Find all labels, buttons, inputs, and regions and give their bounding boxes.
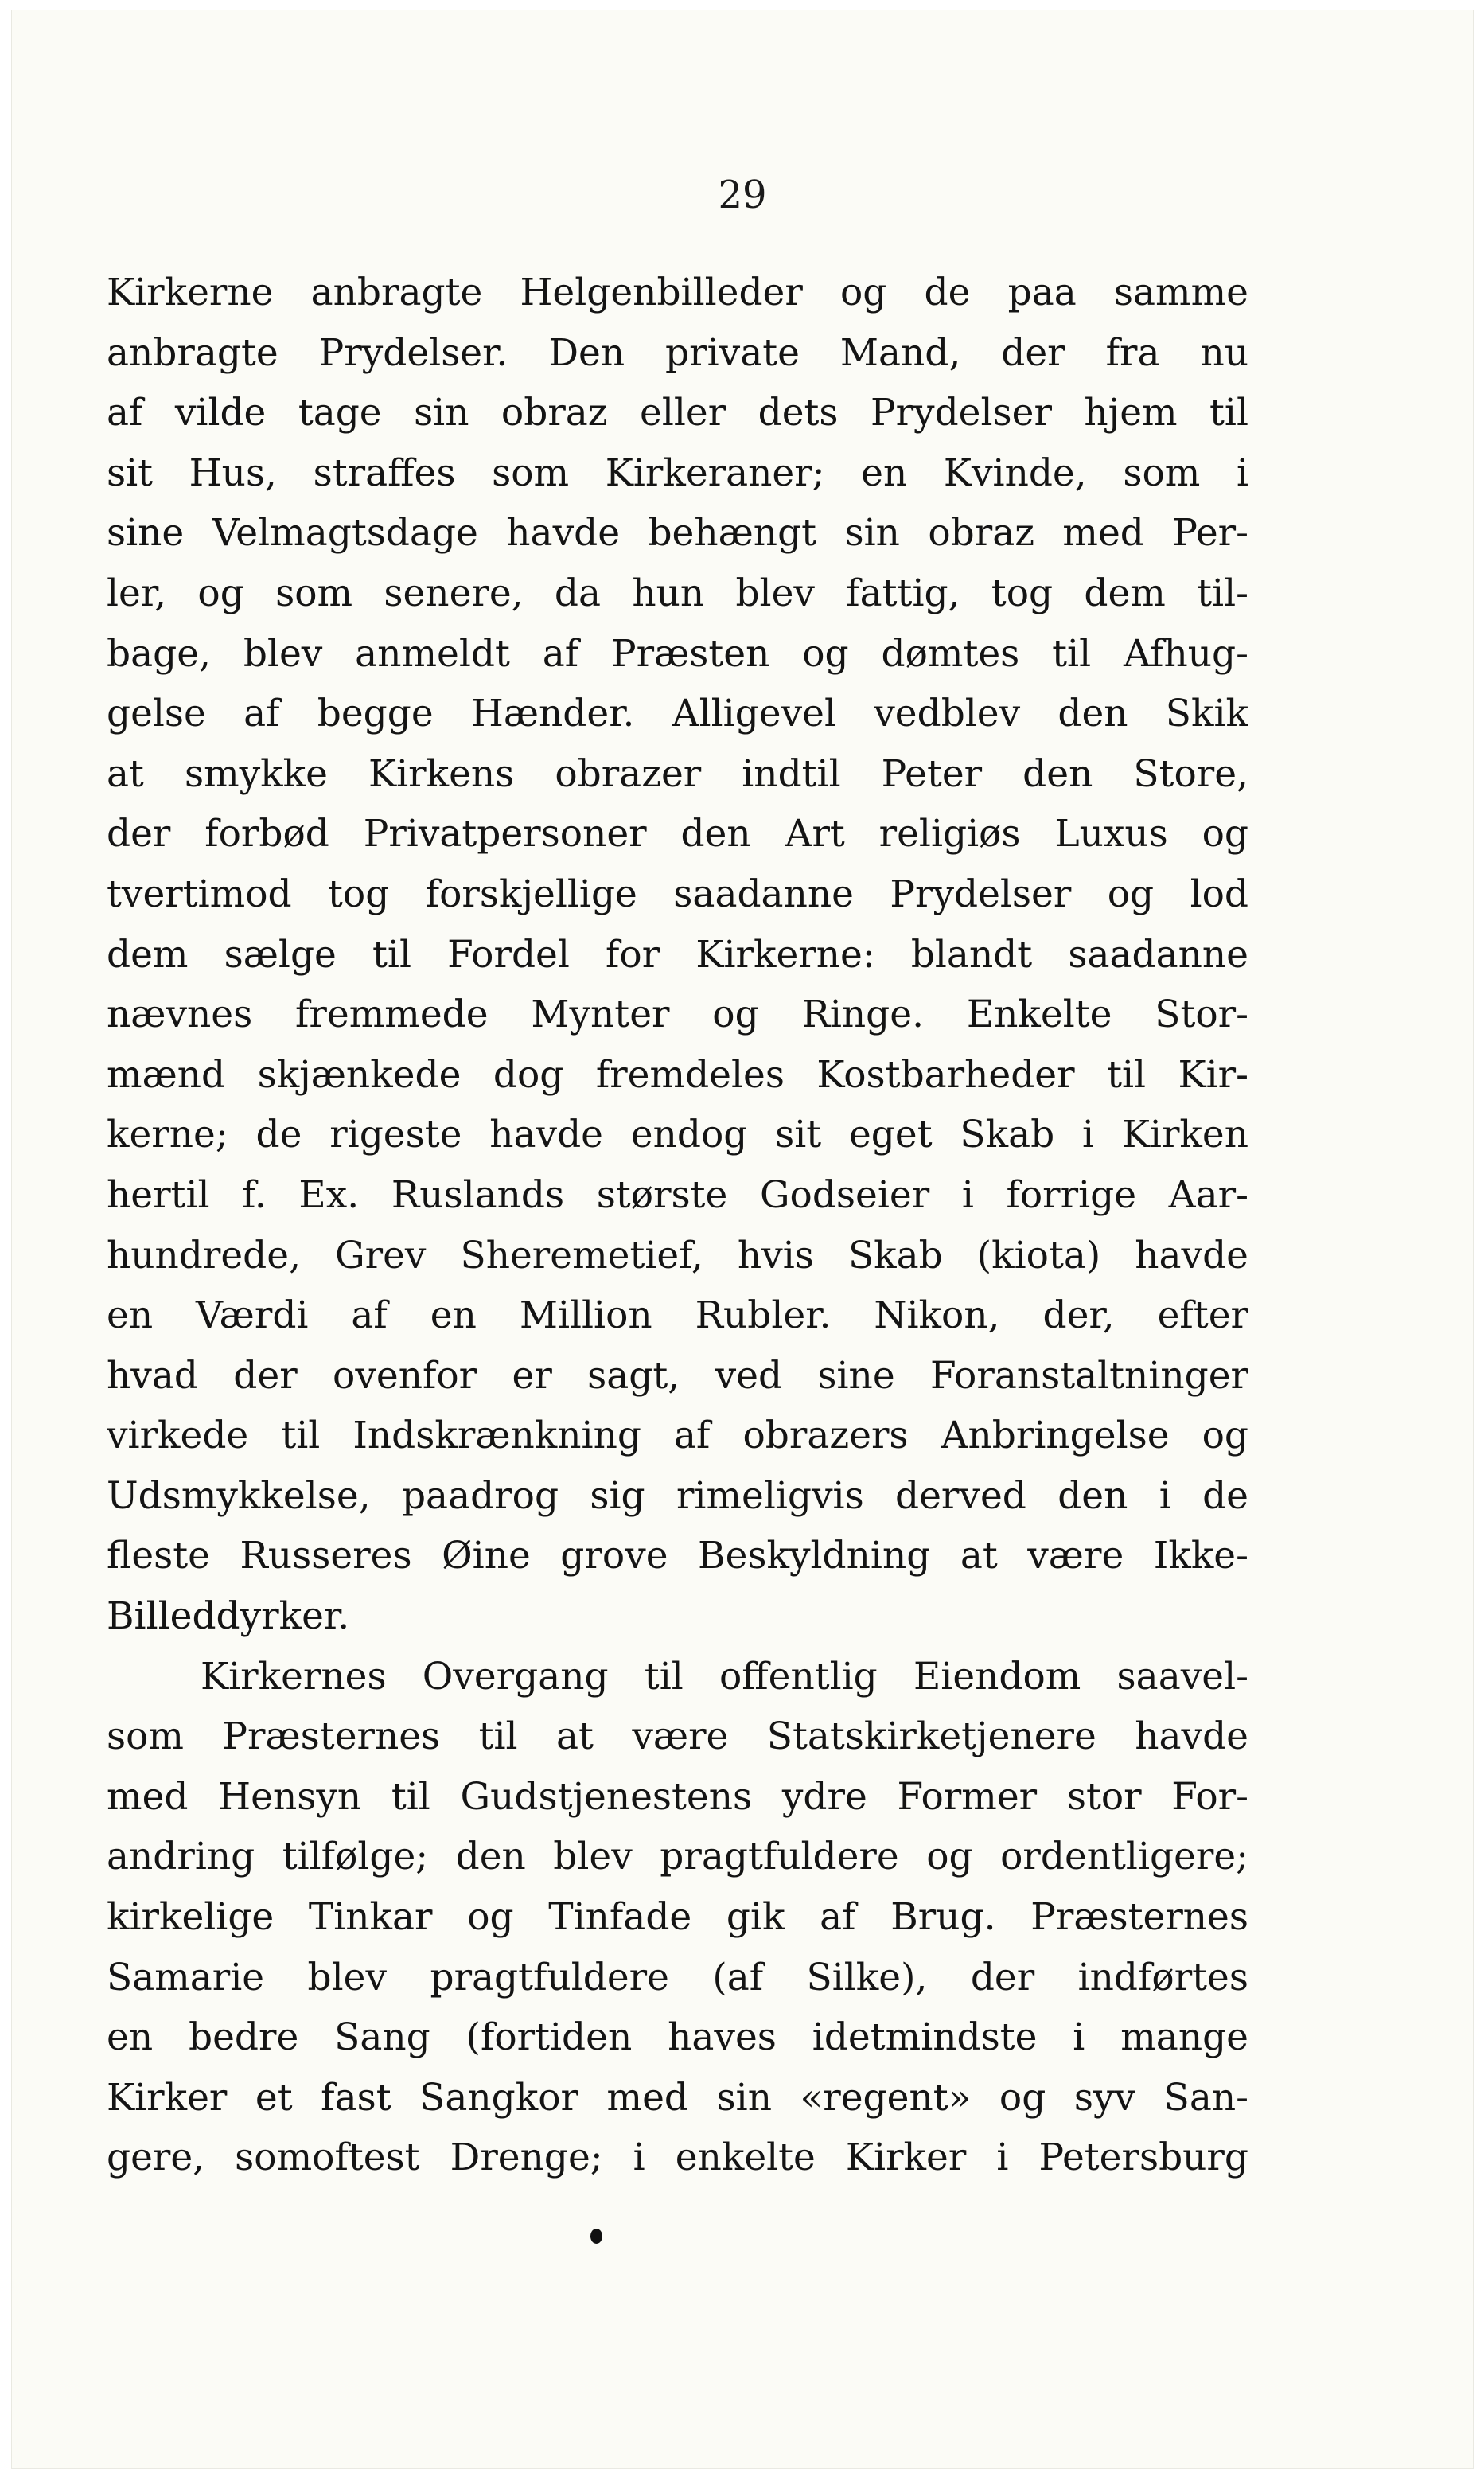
text-line: ler, og som senere, da hun blev fattig, tog dem til- bbox=[107, 571, 1248, 615]
text-line: Kirker et fast Sangkor med sin «regent» og syv San- bbox=[107, 2075, 1248, 2120]
text-line: som Præsternes til at være Statskirketjenere havde bbox=[107, 1714, 1248, 1759]
text-line: gelse af begge Hænder. Alligevel vedblev den Skik bbox=[107, 692, 1248, 736]
body-text bbox=[107, 263, 1248, 2188]
text-line: Kirkernes Overgang til offentlig Eiendom saavel- bbox=[201, 1654, 1248, 1699]
text-line: fleste Russeres Øine grove Beskyldning at være Ikke- bbox=[107, 1534, 1248, 1578]
ink-dot-mark bbox=[590, 2229, 602, 2244]
text-line: Billeddyrker. bbox=[107, 1594, 350, 1639]
text-line: kirkelige Tinkar og Tinfade gik af Brug. Præsternes bbox=[107, 1895, 1248, 1940]
text-line: Udsmykkelse, paadrog sig rimeligvis derved den i de bbox=[107, 1473, 1248, 1518]
text-line: anbragte Prydelser. Den private Mand, der fra nu bbox=[107, 330, 1248, 375]
text-line: sine Velmagtsdage havde behængt sin obraz med Per- bbox=[107, 511, 1248, 556]
text-line: en bedre Sang (fortiden haves idetmindste i mange bbox=[107, 2015, 1248, 2060]
text-line: mænd skjænkede dog fremdeles Kostbarheder til Kir- bbox=[107, 1052, 1248, 1097]
text-line: hundrede, Grev Sheremetief, hvis Skab (kiota) havde bbox=[107, 1233, 1248, 1278]
text-line: hertil f. Ex. Ruslands største Godseier i forrige Aar- bbox=[107, 1172, 1248, 1217]
text-line: af vilde tage sin obraz eller dets Prydelser hjem til bbox=[107, 391, 1248, 435]
text-line: virkede til Indskrænkning af obrazers Anbringelse og bbox=[107, 1414, 1248, 1458]
book-page bbox=[11, 10, 1474, 2469]
text-line: andring tilfølge; den blev pragtfuldere og ordentligere; bbox=[107, 1835, 1248, 1879]
text-line: nævnes fremmede Mynter og Ringe. Enkelte Stor- bbox=[107, 993, 1248, 1037]
text-line: der forbød Privatpersoner den Art religiøs Luxus og bbox=[107, 812, 1248, 856]
text-line: en Værdi af en Million Rubler. Nikon, der, efter bbox=[107, 1293, 1248, 1338]
page-number: 29 bbox=[718, 173, 767, 217]
text-line: sit Hus, straffes som Kirkeraner; en Kvinde, som i bbox=[107, 451, 1248, 495]
text-line: Kirkerne anbragte Helgenbilleder og de paa samme bbox=[107, 271, 1248, 314]
text-line: tvertimod tog forskjellige saadanne Prydelser og lod bbox=[107, 872, 1248, 916]
text-line: Samarie blev pragtfuldere (af Silke), der indførtes bbox=[107, 1955, 1248, 1999]
text-line: bage, blev anmeldt af Præsten og dømtes til Afhug- bbox=[107, 631, 1248, 676]
text-line: dem sælge til Fordel for Kirkerne: blandt saadanne bbox=[107, 932, 1248, 977]
text-line: hvad der ovenfor er sagt, ved sine Foranstaltninger bbox=[107, 1353, 1248, 1398]
text-line: med Hensyn til Gudstjenestens ydre Former stor For- bbox=[107, 1774, 1248, 1819]
text-line: gere, somoftest Drenge; i enkelte Kirker i Petersburg bbox=[107, 2136, 1248, 2180]
text-line: at smykke Kirkens obrazer indtil Peter den Store, bbox=[107, 751, 1248, 796]
text-line: kerne; de rigeste havde endog sit eget Skab i Kirken bbox=[107, 1113, 1248, 1157]
